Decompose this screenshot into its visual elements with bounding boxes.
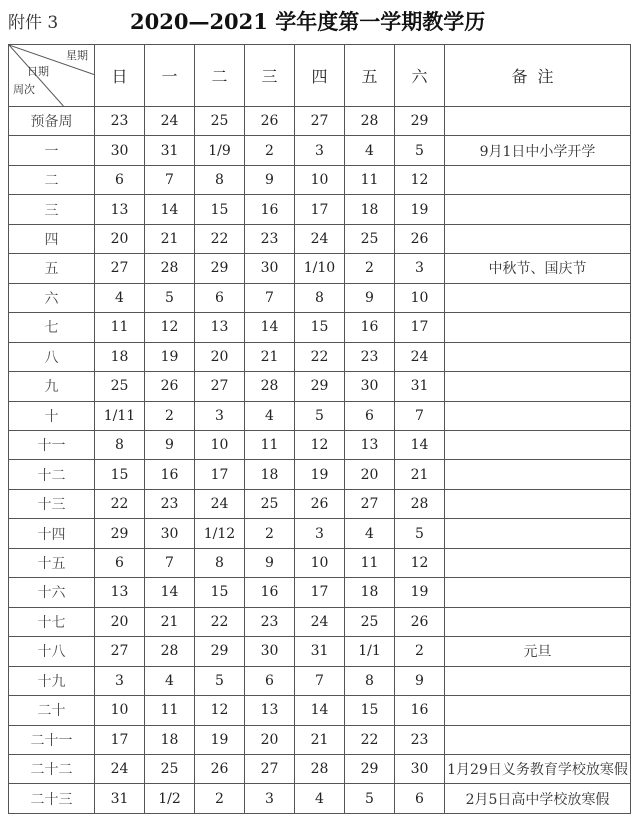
table-row (9, 136, 631, 165)
table-row (9, 637, 631, 666)
date-cell-tue: 15 (195, 195, 245, 224)
note-cell (445, 578, 631, 607)
day-header-tue: 二 (195, 45, 245, 107)
table-row (9, 460, 631, 489)
table-row (9, 430, 631, 459)
note-cell (445, 313, 631, 342)
day-header-wed: 三 (245, 45, 295, 107)
week-cell: 七 (9, 313, 95, 342)
table-row (9, 607, 631, 636)
day-header-mon: 一 (145, 45, 195, 107)
date-cell-tue: 1/12 (195, 519, 245, 548)
date-cell-tue: 20 (195, 342, 245, 371)
corner-label-week: 周次 (13, 83, 35, 96)
date-cell-sun: 15 (95, 460, 145, 489)
date-cell-thu: 22 (295, 342, 345, 371)
date-cell-thu: 27 (295, 107, 345, 136)
table-row (9, 107, 631, 136)
date-cell-thu: 10 (295, 165, 345, 194)
table-row (9, 578, 631, 607)
week-cell: 二十一 (9, 725, 95, 754)
date-cell-tue: 22 (195, 607, 245, 636)
corner-header-cell (9, 45, 95, 107)
date-cell-sat: 26 (395, 224, 445, 253)
date-cell-mon: 21 (145, 224, 195, 253)
date-cell-fri: 4 (345, 519, 395, 548)
calendar-body (9, 107, 631, 814)
note-cell (445, 725, 631, 754)
date-cell-tue: 17 (195, 460, 245, 489)
date-cell-fri: 16 (345, 313, 395, 342)
date-cell-thu: 3 (295, 519, 345, 548)
date-cell-tue: 10 (195, 430, 245, 459)
date-cell-mon: 7 (145, 165, 195, 194)
date-cell-mon: 2 (145, 401, 195, 430)
date-cell-tue: 6 (195, 283, 245, 312)
date-cell-thu: 4 (295, 784, 345, 814)
week-cell: 八 (9, 342, 95, 371)
day-header-sun: 日 (95, 45, 145, 107)
date-cell-mon: 28 (145, 254, 195, 283)
date-cell-sat: 3 (395, 254, 445, 283)
date-cell-wed: 4 (245, 401, 295, 430)
date-cell-mon: 23 (145, 489, 195, 518)
table-row (9, 725, 631, 754)
week-cell: 二十三 (9, 784, 95, 814)
date-cell-sun: 11 (95, 313, 145, 342)
date-cell-mon: 4 (145, 666, 195, 695)
note-cell (445, 489, 631, 518)
date-cell-fri: 4 (345, 136, 395, 165)
date-cell-thu: 14 (295, 696, 345, 725)
table-row (9, 313, 631, 342)
note-cell (445, 107, 631, 136)
date-cell-mon: 5 (145, 283, 195, 312)
week-cell: 十八 (9, 637, 95, 666)
week-cell: 十一 (9, 430, 95, 459)
date-cell-tue: 25 (195, 107, 245, 136)
date-cell-thu: 29 (295, 372, 345, 401)
week-cell: 二 (9, 165, 95, 194)
date-cell-wed: 2 (245, 519, 295, 548)
date-cell-mon: 28 (145, 637, 195, 666)
week-cell: 十六 (9, 578, 95, 607)
date-cell-fri: 25 (345, 607, 395, 636)
date-cell-fri: 6 (345, 401, 395, 430)
week-cell: 六 (9, 283, 95, 312)
date-cell-fri: 9 (345, 283, 395, 312)
date-cell-fri: 8 (345, 666, 395, 695)
date-cell-thu: 7 (295, 666, 345, 695)
date-cell-thu: 31 (295, 637, 345, 666)
table-row (9, 254, 631, 283)
notes-header: 备注 (445, 45, 631, 107)
date-cell-tue: 19 (195, 725, 245, 754)
table-row (9, 372, 631, 401)
date-cell-sat: 6 (395, 784, 445, 814)
week-cell: 十二 (9, 460, 95, 489)
table-row (9, 401, 631, 430)
date-cell-sat: 30 (395, 754, 445, 783)
corner-label-weekday: 星期 (66, 49, 88, 62)
week-cell: 十三 (9, 489, 95, 518)
date-cell-sun: 6 (95, 548, 145, 577)
date-cell-wed: 25 (245, 489, 295, 518)
date-cell-sun: 20 (95, 224, 145, 253)
note-cell (445, 165, 631, 194)
date-cell-sat: 2 (395, 637, 445, 666)
date-cell-sun: 17 (95, 725, 145, 754)
table-row (9, 224, 631, 253)
date-cell-tue: 15 (195, 578, 245, 607)
date-cell-thu: 28 (295, 754, 345, 783)
table-row (9, 195, 631, 224)
date-cell-thu: 15 (295, 313, 345, 342)
date-cell-wed: 30 (245, 637, 295, 666)
date-cell-thu: 1/10 (295, 254, 345, 283)
date-cell-sat: 12 (395, 548, 445, 577)
note-cell: 2月5日高中学校放寒假 (445, 784, 631, 814)
date-cell-wed: 6 (245, 666, 295, 695)
date-cell-tue: 8 (195, 165, 245, 194)
date-cell-sat: 19 (395, 195, 445, 224)
note-cell (445, 696, 631, 725)
date-cell-sat: 23 (395, 725, 445, 754)
calendar-table (8, 44, 631, 814)
date-cell-sat: 31 (395, 372, 445, 401)
date-cell-sat: 24 (395, 342, 445, 371)
date-cell-wed: 2 (245, 136, 295, 165)
note-cell (445, 666, 631, 695)
date-cell-fri: 18 (345, 195, 395, 224)
week-cell: 五 (9, 254, 95, 283)
date-cell-thu: 17 (295, 195, 345, 224)
date-cell-mon: 24 (145, 107, 195, 136)
date-cell-fri: 23 (345, 342, 395, 371)
date-cell-sun: 4 (95, 283, 145, 312)
date-cell-sat: 16 (395, 696, 445, 725)
date-cell-tue: 5 (195, 666, 245, 695)
note-cell: 9月1日中小学开学 (445, 136, 631, 165)
date-cell-fri: 11 (345, 165, 395, 194)
table-row (9, 548, 631, 577)
table-row (9, 519, 631, 548)
date-cell-tue: 29 (195, 637, 245, 666)
date-cell-sun: 30 (95, 136, 145, 165)
date-cell-wed: 11 (245, 430, 295, 459)
date-cell-thu: 8 (295, 283, 345, 312)
date-cell-thu: 24 (295, 224, 345, 253)
week-cell: 二十 (9, 696, 95, 725)
table-row (9, 666, 631, 695)
note-cell (445, 460, 631, 489)
date-cell-thu: 19 (295, 460, 345, 489)
date-cell-sat: 10 (395, 283, 445, 312)
date-cell-wed: 21 (245, 342, 295, 371)
date-cell-fri: 20 (345, 460, 395, 489)
date-cell-sun: 29 (95, 519, 145, 548)
date-cell-wed: 26 (245, 107, 295, 136)
attachment-label: 附件 3 (8, 13, 59, 33)
date-cell-sat: 21 (395, 460, 445, 489)
date-cell-sun: 27 (95, 637, 145, 666)
note-cell (445, 548, 631, 577)
corner-label-date: 日期 (27, 65, 49, 78)
note-cell (445, 430, 631, 459)
date-cell-wed: 13 (245, 696, 295, 725)
week-cell: 十五 (9, 548, 95, 577)
date-cell-thu: 5 (295, 401, 345, 430)
table-row (9, 342, 631, 371)
note-cell (445, 224, 631, 253)
date-cell-sat: 14 (395, 430, 445, 459)
week-cell: 十四 (9, 519, 95, 548)
note-cell: 中秋节、国庆节 (445, 254, 631, 283)
date-cell-sat: 7 (395, 401, 445, 430)
date-cell-sat: 5 (395, 519, 445, 548)
note-cell (445, 342, 631, 371)
date-cell-mon: 21 (145, 607, 195, 636)
date-cell-tue: 12 (195, 696, 245, 725)
date-cell-sun: 1/11 (95, 401, 145, 430)
date-cell-tue: 3 (195, 401, 245, 430)
week-cell: 预备周 (9, 107, 95, 136)
date-cell-sat: 29 (395, 107, 445, 136)
date-cell-wed: 20 (245, 725, 295, 754)
date-cell-wed: 9 (245, 165, 295, 194)
note-cell: 1月29日义务教育学校放寒假 (445, 754, 631, 783)
date-cell-thu: 21 (295, 725, 345, 754)
date-cell-thu: 26 (295, 489, 345, 518)
date-cell-sun: 25 (95, 372, 145, 401)
table-row (9, 754, 631, 783)
week-cell: 二十二 (9, 754, 95, 783)
date-cell-sun: 10 (95, 696, 145, 725)
week-cell: 九 (9, 372, 95, 401)
date-cell-mon: 7 (145, 548, 195, 577)
date-cell-wed: 30 (245, 254, 295, 283)
note-cell: 元旦 (445, 637, 631, 666)
note-cell (445, 607, 631, 636)
date-cell-tue: 27 (195, 372, 245, 401)
date-cell-mon: 25 (145, 754, 195, 783)
date-cell-wed: 16 (245, 195, 295, 224)
date-cell-sun: 27 (95, 254, 145, 283)
date-cell-sat: 26 (395, 607, 445, 636)
date-cell-sun: 13 (95, 195, 145, 224)
date-cell-tue: 2 (195, 784, 245, 814)
date-cell-fri: 18 (345, 578, 395, 607)
header-row (9, 45, 631, 107)
date-cell-wed: 28 (245, 372, 295, 401)
date-cell-fri: 25 (345, 224, 395, 253)
table-row (9, 489, 631, 518)
note-cell (445, 372, 631, 401)
date-cell-thu: 12 (295, 430, 345, 459)
week-cell: 三 (9, 195, 95, 224)
date-cell-fri: 1/1 (345, 637, 395, 666)
note-cell (445, 519, 631, 548)
date-cell-sat: 19 (395, 578, 445, 607)
note-cell (445, 283, 631, 312)
date-cell-mon: 30 (145, 519, 195, 548)
table-row (9, 165, 631, 194)
date-cell-sun: 22 (95, 489, 145, 518)
date-cell-sun: 3 (95, 666, 145, 695)
date-cell-wed: 9 (245, 548, 295, 577)
day-header-sat: 六 (395, 45, 445, 107)
date-cell-wed: 23 (245, 224, 295, 253)
date-cell-mon: 11 (145, 696, 195, 725)
date-cell-wed: 7 (245, 283, 295, 312)
date-cell-thu: 24 (295, 607, 345, 636)
date-cell-fri: 28 (345, 107, 395, 136)
date-cell-sun: 6 (95, 165, 145, 194)
date-cell-mon: 9 (145, 430, 195, 459)
note-cell (445, 195, 631, 224)
date-cell-wed: 16 (245, 578, 295, 607)
date-cell-sun: 23 (95, 107, 145, 136)
table-row (9, 696, 631, 725)
week-cell: 十 (9, 401, 95, 430)
date-cell-sun: 24 (95, 754, 145, 783)
date-cell-fri: 30 (345, 372, 395, 401)
date-cell-sun: 31 (95, 784, 145, 814)
date-cell-mon: 12 (145, 313, 195, 342)
date-cell-tue: 1/9 (195, 136, 245, 165)
date-cell-sat: 17 (395, 313, 445, 342)
date-cell-tue: 8 (195, 548, 245, 577)
date-cell-fri: 22 (345, 725, 395, 754)
date-cell-tue: 22 (195, 224, 245, 253)
date-cell-mon: 16 (145, 460, 195, 489)
table-row (9, 283, 631, 312)
date-cell-mon: 1/2 (145, 784, 195, 814)
date-cell-wed: 23 (245, 607, 295, 636)
date-cell-sun: 13 (95, 578, 145, 607)
note-cell (445, 401, 631, 430)
date-cell-mon: 14 (145, 578, 195, 607)
day-header-thu: 四 (295, 45, 345, 107)
date-cell-sat: 12 (395, 165, 445, 194)
week-cell: 四 (9, 224, 95, 253)
date-cell-sat: 9 (395, 666, 445, 695)
date-cell-thu: 3 (295, 136, 345, 165)
date-cell-tue: 26 (195, 754, 245, 783)
date-cell-sun: 18 (95, 342, 145, 371)
page-title: 2020—2021 学年度第一学期教学历 (130, 9, 486, 34)
date-cell-sun: 8 (95, 430, 145, 459)
table-row (9, 784, 631, 814)
week-cell: 十九 (9, 666, 95, 695)
date-cell-sat: 5 (395, 136, 445, 165)
date-cell-wed: 14 (245, 313, 295, 342)
date-cell-wed: 18 (245, 460, 295, 489)
week-cell: 一 (9, 136, 95, 165)
date-cell-sun: 20 (95, 607, 145, 636)
date-cell-fri: 27 (345, 489, 395, 518)
date-cell-tue: 24 (195, 489, 245, 518)
date-cell-mon: 26 (145, 372, 195, 401)
week-cell: 十七 (9, 607, 95, 636)
date-cell-wed: 27 (245, 754, 295, 783)
date-cell-tue: 29 (195, 254, 245, 283)
date-cell-thu: 10 (295, 548, 345, 577)
date-cell-fri: 2 (345, 254, 395, 283)
date-cell-mon: 19 (145, 342, 195, 371)
date-cell-fri: 5 (345, 784, 395, 814)
date-cell-wed: 3 (245, 784, 295, 814)
date-cell-fri: 29 (345, 754, 395, 783)
date-cell-tue: 13 (195, 313, 245, 342)
date-cell-fri: 13 (345, 430, 395, 459)
date-cell-mon: 31 (145, 136, 195, 165)
date-cell-sat: 28 (395, 489, 445, 518)
date-cell-mon: 14 (145, 195, 195, 224)
date-cell-fri: 11 (345, 548, 395, 577)
date-cell-fri: 15 (345, 696, 395, 725)
date-cell-mon: 18 (145, 725, 195, 754)
date-cell-thu: 17 (295, 578, 345, 607)
day-header-fri: 五 (345, 45, 395, 107)
